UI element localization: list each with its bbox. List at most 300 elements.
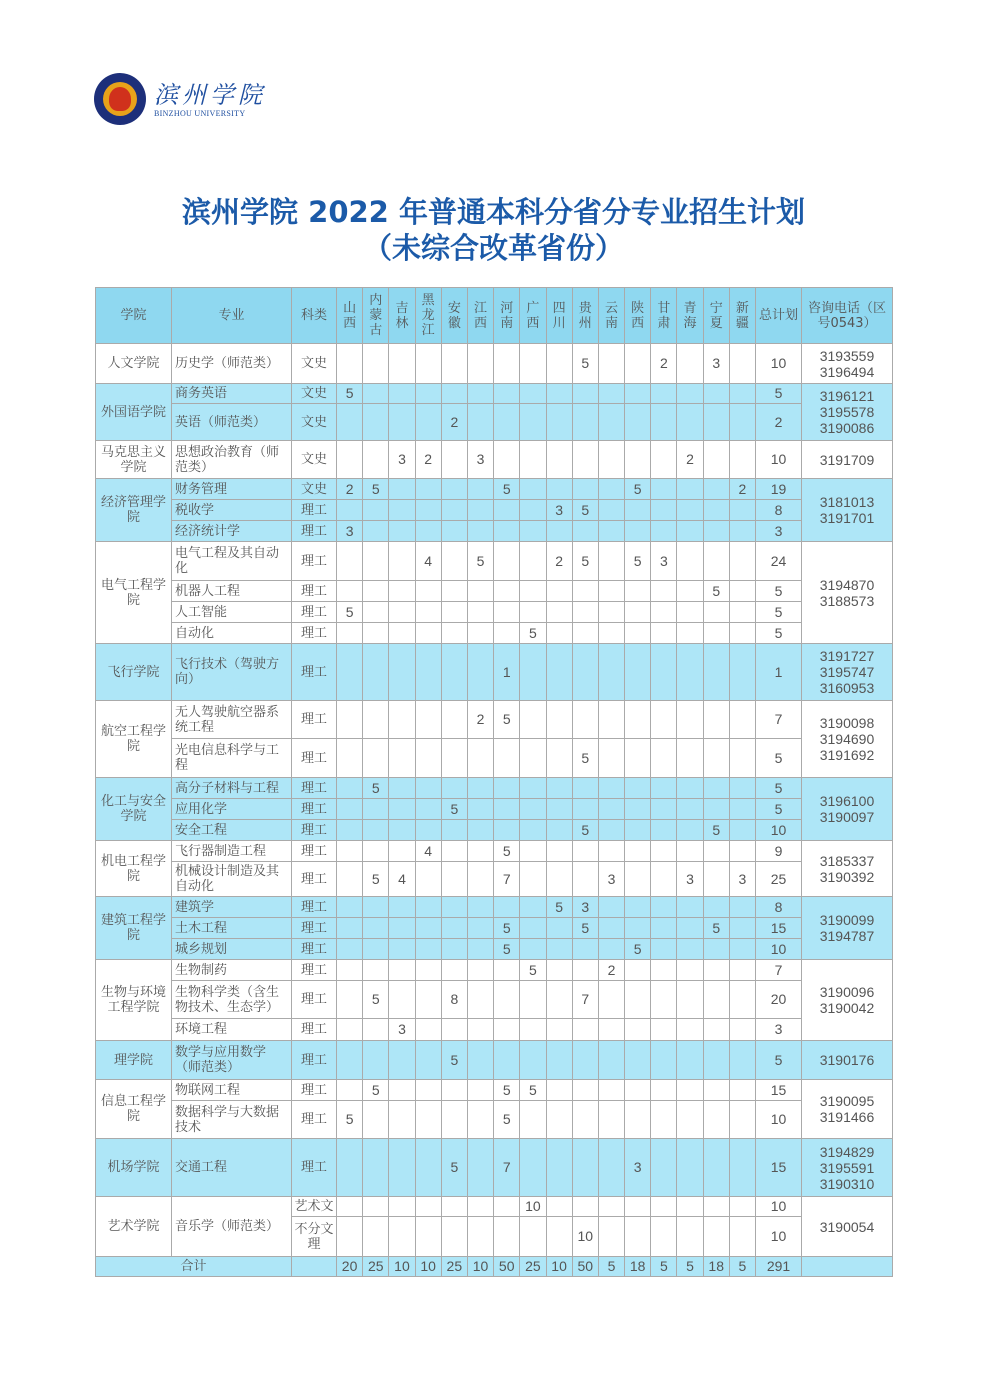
quota-cell — [598, 918, 624, 939]
quota-cell — [729, 981, 755, 1019]
quota-cell — [520, 644, 546, 701]
quota-cell: 5 — [467, 542, 493, 581]
quota-cell — [415, 918, 441, 939]
quota-cell — [389, 841, 415, 862]
table-row — [96, 739, 893, 778]
table-row — [96, 542, 893, 581]
phone-number: 3190054 — [819, 1218, 875, 1235]
subject-type: 理工 — [292, 1019, 337, 1041]
quota-cell — [494, 897, 520, 918]
quota-cell — [337, 441, 363, 479]
major-name: 飞行器制造工程 — [172, 841, 292, 862]
quota-cell — [546, 479, 572, 500]
header-province: 云南 — [598, 288, 624, 344]
contact-phone — [802, 441, 893, 479]
quota-cell — [520, 1019, 546, 1041]
header-province: 宁夏 — [703, 288, 729, 344]
quota-cell — [389, 500, 415, 521]
quota-cell — [337, 862, 363, 897]
quota-cell — [651, 1217, 677, 1257]
quota-cell — [467, 602, 493, 623]
quota-cell — [729, 404, 755, 441]
quota-cell — [729, 384, 755, 404]
subject-type: 文史 — [292, 384, 337, 404]
subject-type: 文史 — [292, 404, 337, 441]
quota-cell — [677, 701, 703, 739]
quota-cell — [677, 918, 703, 939]
phone-number: 3190095 — [819, 1093, 875, 1109]
quota-cell: 5 — [572, 918, 598, 939]
quota-cell: 5 — [337, 384, 363, 404]
subject-type: 理工 — [292, 1041, 337, 1080]
quota-cell: 5 — [494, 841, 520, 862]
quota-cell — [520, 918, 546, 939]
major-name: 高分子材料与工程 — [172, 778, 292, 799]
quota-cell — [572, 960, 598, 981]
quota-cell — [389, 581, 415, 602]
quota-cell — [337, 778, 363, 799]
phone-number: 3190310 — [819, 1175, 875, 1192]
contact-phone — [802, 644, 893, 701]
quota-cell — [572, 799, 598, 820]
quota-cell — [625, 897, 651, 918]
quota-cell — [363, 623, 389, 644]
quota-cell: 5 — [363, 1080, 389, 1101]
quota-cell: 4 — [415, 841, 441, 862]
quota-cell — [703, 778, 729, 799]
quota-cell: 2 — [337, 479, 363, 500]
quota-cell — [598, 799, 624, 820]
quota-cell — [625, 820, 651, 841]
subject-type: 文史 — [292, 344, 337, 384]
quota-cell — [467, 1101, 493, 1139]
quota-cell — [598, 344, 624, 384]
quota-cell — [337, 1217, 363, 1257]
quota-cell — [520, 739, 546, 778]
quota-cell — [546, 384, 572, 404]
summary-cell: 25 — [363, 1257, 389, 1277]
quota-cell: 2 — [729, 479, 755, 500]
major-name: 环境工程 — [172, 1019, 292, 1041]
subject-type: 理工 — [292, 623, 337, 644]
quota-cell — [415, 1197, 441, 1217]
subject-type: 理工 — [292, 701, 337, 739]
phone-number: 3195747 — [819, 664, 875, 680]
quota-cell: 2 — [598, 960, 624, 981]
summary-cell: 50 — [494, 1257, 520, 1277]
row-total: 5 — [756, 778, 802, 799]
quota-cell — [520, 479, 546, 500]
table-row — [96, 623, 893, 644]
table-row — [96, 981, 893, 1019]
quota-cell — [625, 739, 651, 778]
quota-cell — [625, 441, 651, 479]
quota-cell — [337, 981, 363, 1019]
quota-cell: 5 — [572, 344, 598, 384]
quota-cell — [651, 1041, 677, 1080]
quota-cell — [441, 960, 467, 981]
quota-cell — [651, 918, 677, 939]
subject-type: 理工 — [292, 778, 337, 799]
quota-cell — [441, 1019, 467, 1041]
quota-cell — [598, 644, 624, 701]
summary-cell: 5 — [677, 1257, 703, 1277]
quota-cell — [363, 939, 389, 960]
row-total: 5 — [756, 384, 802, 404]
subject-type: 理工 — [292, 960, 337, 981]
quota-cell — [651, 1197, 677, 1217]
major-name: 城乡规划 — [172, 939, 292, 960]
subject-type: 理工 — [292, 739, 337, 778]
quota-cell — [363, 841, 389, 862]
header-province: 山西 — [337, 288, 363, 344]
row-total: 5 — [756, 602, 802, 623]
quota-cell: 5 — [494, 939, 520, 960]
quota-cell: 10 — [572, 1217, 598, 1257]
contact-phone — [802, 841, 893, 897]
row-total: 10 — [756, 344, 802, 384]
quota-cell — [363, 739, 389, 778]
quota-cell — [572, 701, 598, 739]
quota-cell — [598, 841, 624, 862]
phone-number: 3195578 — [819, 404, 875, 420]
quota-cell: 3 — [389, 441, 415, 479]
quota-cell — [546, 441, 572, 479]
quota-cell — [677, 1197, 703, 1217]
subject-type: 理工 — [292, 918, 337, 939]
major-name: 自动化 — [172, 623, 292, 644]
quota-cell — [363, 581, 389, 602]
quota-cell — [598, 778, 624, 799]
quota-cell — [520, 862, 546, 897]
quota-cell — [598, 981, 624, 1019]
row-total: 10 — [756, 820, 802, 841]
subject-type: 理工 — [292, 644, 337, 701]
quota-cell — [546, 960, 572, 981]
subject-type: 理工 — [292, 581, 337, 602]
quota-cell — [494, 1197, 520, 1217]
quota-cell — [546, 918, 572, 939]
quota-cell: 7 — [494, 862, 520, 897]
quota-cell — [363, 602, 389, 623]
subject-type: 理工 — [292, 521, 337, 542]
quota-cell — [703, 479, 729, 500]
row-total: 15 — [756, 1139, 802, 1197]
subject-type: 理工 — [292, 820, 337, 841]
quota-cell — [651, 441, 677, 479]
phone-number: 3194690 — [819, 731, 875, 747]
subject-type: 理工 — [292, 841, 337, 862]
quota-cell — [572, 644, 598, 701]
quota-cell — [337, 1041, 363, 1080]
major-name: 英语（师范类） — [172, 404, 292, 441]
quota-cell — [651, 897, 677, 918]
quota-cell — [703, 897, 729, 918]
row-total: 20 — [756, 981, 802, 1019]
quota-cell — [467, 841, 493, 862]
quota-cell — [389, 1101, 415, 1139]
quota-cell — [520, 542, 546, 581]
quota-cell — [415, 1101, 441, 1139]
quota-cell — [651, 739, 677, 778]
quota-cell — [572, 384, 598, 404]
quota-cell — [703, 1139, 729, 1197]
quota-cell — [625, 644, 651, 701]
quota-cell — [677, 778, 703, 799]
summary-cell: 10 — [415, 1257, 441, 1277]
summary-type-empty — [292, 1257, 337, 1277]
quota-cell — [520, 701, 546, 739]
quota-cell — [546, 1139, 572, 1197]
major-name: 交通工程 — [172, 1139, 292, 1197]
quota-cell — [625, 981, 651, 1019]
quota-cell — [677, 1041, 703, 1080]
major-name: 飞行技术（驾驶方向） — [172, 644, 292, 701]
quota-cell — [467, 799, 493, 820]
quota-cell: 5 — [363, 778, 389, 799]
quota-cell — [520, 344, 546, 384]
quota-cell — [572, 778, 598, 799]
phone-number: 3196100 — [819, 793, 875, 809]
major-name: 应用化学 — [172, 799, 292, 820]
quota-cell — [389, 778, 415, 799]
quota-cell — [363, 960, 389, 981]
quota-cell — [363, 1197, 389, 1217]
quota-cell — [729, 778, 755, 799]
quota-cell — [625, 404, 651, 441]
quota-cell: 5 — [441, 799, 467, 820]
quota-cell: 3 — [598, 862, 624, 897]
quota-cell — [441, 1080, 467, 1101]
quota-cell — [598, 521, 624, 542]
quota-cell — [441, 841, 467, 862]
header-province: 江西 — [467, 288, 493, 344]
quota-cell — [677, 644, 703, 701]
quota-cell — [337, 644, 363, 701]
quota-cell — [441, 918, 467, 939]
quota-cell — [520, 799, 546, 820]
quota-cell — [337, 1139, 363, 1197]
quota-cell — [415, 1019, 441, 1041]
quota-cell — [677, 542, 703, 581]
row-total: 5 — [756, 799, 802, 820]
header-province: 安徽 — [441, 288, 467, 344]
quota-cell — [337, 623, 363, 644]
major-name: 经济统计学 — [172, 521, 292, 542]
quota-cell — [651, 1101, 677, 1139]
header-province: 广西 — [520, 288, 546, 344]
subject-type: 理工 — [292, 542, 337, 581]
quota-cell — [729, 960, 755, 981]
quota-cell: 4 — [415, 542, 441, 581]
quota-cell: 5 — [363, 479, 389, 500]
quota-cell — [441, 581, 467, 602]
quota-cell — [441, 1101, 467, 1139]
quota-cell — [598, 623, 624, 644]
contact-phone — [802, 542, 893, 644]
quota-cell — [729, 1041, 755, 1080]
phone-number: 3181013 — [819, 494, 875, 510]
quota-cell — [546, 404, 572, 441]
quota-cell — [625, 1080, 651, 1101]
quota-cell — [441, 1217, 467, 1257]
quota-cell — [415, 500, 441, 521]
quota-cell: 2 — [441, 404, 467, 441]
quota-cell: 5 — [520, 960, 546, 981]
quota-cell — [729, 1080, 755, 1101]
quota-cell — [389, 542, 415, 581]
quota-cell — [494, 960, 520, 981]
quota-cell — [546, 644, 572, 701]
quota-cell — [677, 1080, 703, 1101]
quota-cell — [677, 521, 703, 542]
quota-cell — [415, 960, 441, 981]
row-total: 5 — [756, 581, 802, 602]
quota-cell — [625, 581, 651, 602]
quota-cell — [337, 897, 363, 918]
row-total: 19 — [756, 479, 802, 500]
quota-cell — [703, 521, 729, 542]
table-row — [96, 862, 893, 897]
quota-cell — [625, 799, 651, 820]
quota-cell — [337, 581, 363, 602]
quota-cell — [598, 404, 624, 441]
quota-cell — [625, 918, 651, 939]
quota-cell — [441, 701, 467, 739]
quota-cell — [572, 1197, 598, 1217]
quota-cell — [441, 602, 467, 623]
quota-cell — [546, 799, 572, 820]
quota-cell — [363, 1019, 389, 1041]
phone-number: 3188573 — [819, 592, 875, 609]
quota-cell — [729, 841, 755, 862]
quota-cell — [546, 344, 572, 384]
contact-phone — [802, 1139, 893, 1197]
quota-cell — [625, 1041, 651, 1080]
row-total: 7 — [756, 701, 802, 739]
quota-cell — [389, 739, 415, 778]
summary-phone-empty — [802, 1257, 893, 1277]
college-name: 航空工程学院 — [96, 701, 172, 778]
quota-cell — [651, 1019, 677, 1041]
quota-cell — [467, 1197, 493, 1217]
quota-cell — [729, 820, 755, 841]
quota-cell — [703, 404, 729, 441]
quota-cell — [729, 939, 755, 960]
quota-cell — [441, 1197, 467, 1217]
quota-cell — [729, 521, 755, 542]
quota-cell — [441, 820, 467, 841]
quota-cell: 5 — [572, 500, 598, 521]
quota-cell: 1 — [494, 644, 520, 701]
quota-cell — [729, 799, 755, 820]
quota-cell — [520, 981, 546, 1019]
quota-cell — [625, 1101, 651, 1139]
quota-cell — [467, 778, 493, 799]
header-type: 科类 — [292, 288, 337, 344]
row-total: 1 — [756, 644, 802, 701]
major-name: 机器人工程 — [172, 581, 292, 602]
quota-cell — [441, 778, 467, 799]
quota-cell — [337, 1019, 363, 1041]
contact-phone — [802, 1041, 893, 1080]
header-province: 河南 — [494, 288, 520, 344]
subject-type: 理工 — [292, 1080, 337, 1101]
college-name: 人文学院 — [96, 344, 172, 384]
major-name: 财务管理 — [172, 479, 292, 500]
quota-cell — [572, 1019, 598, 1041]
quota-cell — [520, 1101, 546, 1139]
quota-cell — [703, 542, 729, 581]
quota-cell — [415, 981, 441, 1019]
quota-cell — [520, 1139, 546, 1197]
quota-cell — [337, 820, 363, 841]
quota-cell — [337, 1080, 363, 1101]
row-total: 15 — [756, 1080, 802, 1101]
major-name: 税收学 — [172, 500, 292, 521]
quota-cell — [415, 701, 441, 739]
quota-cell — [389, 1139, 415, 1197]
quota-cell — [625, 841, 651, 862]
phone-number: 3190098 — [819, 715, 875, 731]
quota-cell — [651, 644, 677, 701]
table-row — [96, 500, 893, 521]
quota-cell — [546, 1197, 572, 1217]
quota-cell — [389, 479, 415, 500]
quota-cell — [389, 701, 415, 739]
contact-phone — [802, 1197, 893, 1257]
contact-phone — [802, 479, 893, 542]
quota-cell: 5 — [520, 1080, 546, 1101]
quota-cell — [467, 1217, 493, 1257]
major-name: 数学与应用数学（师范类） — [172, 1041, 292, 1080]
quota-cell — [363, 542, 389, 581]
quota-cell — [651, 521, 677, 542]
quota-cell — [677, 479, 703, 500]
quota-cell — [651, 623, 677, 644]
phone-number: 3191701 — [819, 510, 875, 526]
quota-cell — [337, 500, 363, 521]
quota-cell — [494, 1041, 520, 1080]
subject-type: 理工 — [292, 981, 337, 1019]
quota-cell: 3 — [337, 521, 363, 542]
header-province: 甘肃 — [651, 288, 677, 344]
quota-cell — [703, 981, 729, 1019]
major-name: 电气工程及其自动化 — [172, 542, 292, 581]
quota-cell — [467, 739, 493, 778]
quota-cell — [651, 581, 677, 602]
quota-cell — [598, 479, 624, 500]
phone-number: 3194787 — [819, 928, 875, 944]
quota-cell — [703, 1019, 729, 1041]
quota-cell — [415, 644, 441, 701]
quota-cell — [363, 404, 389, 441]
row-total: 2 — [756, 404, 802, 441]
quota-cell — [337, 799, 363, 820]
quota-cell — [441, 542, 467, 581]
quota-cell — [546, 1217, 572, 1257]
row-total: 10 — [756, 1197, 802, 1217]
quota-cell — [494, 1217, 520, 1257]
quota-cell — [389, 404, 415, 441]
quota-cell — [520, 778, 546, 799]
table-row — [96, 918, 893, 939]
quota-cell — [572, 623, 598, 644]
quota-cell — [729, 623, 755, 644]
quota-cell — [494, 441, 520, 479]
subject-type: 理工 — [292, 799, 337, 820]
quota-cell — [415, 897, 441, 918]
